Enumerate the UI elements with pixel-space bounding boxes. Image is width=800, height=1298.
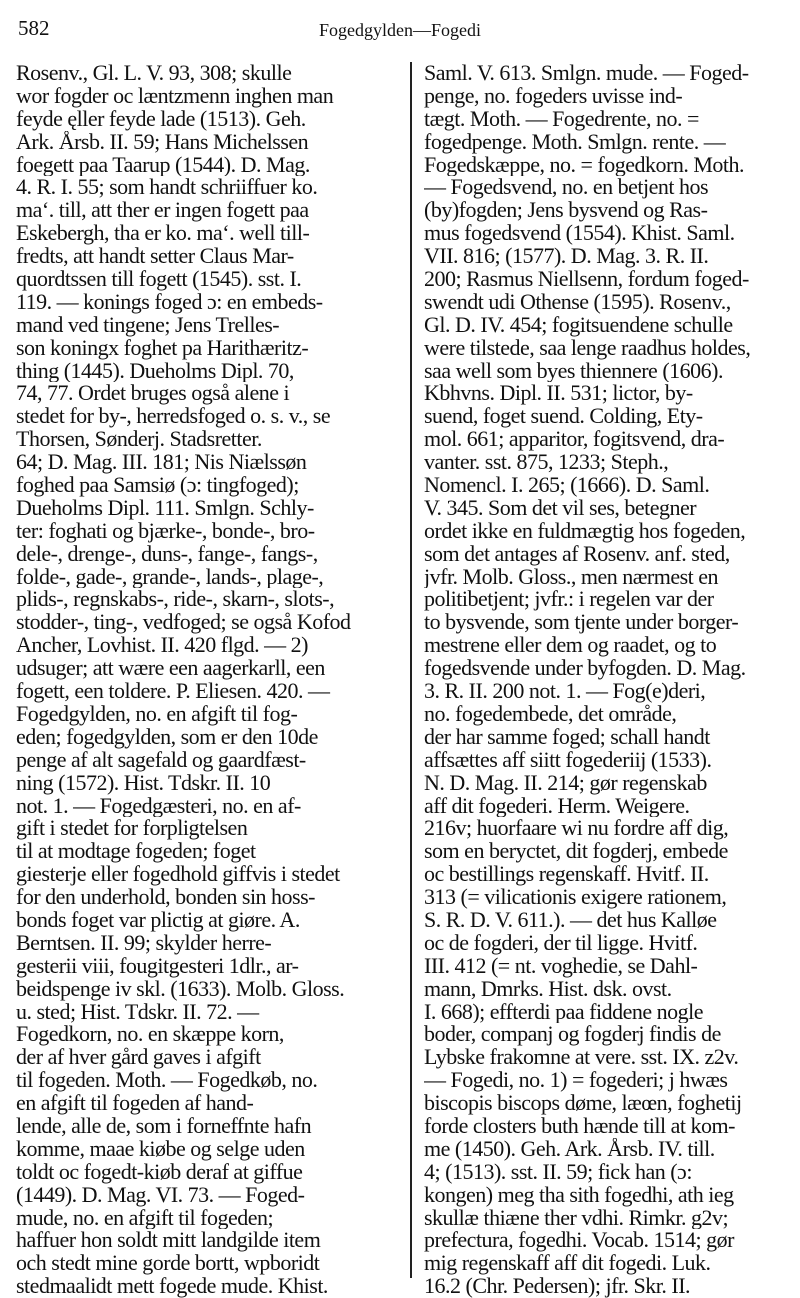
text-line: affsættes aff siitt fogederiij (1533). (424, 748, 712, 772)
text-line: aff dit fogederi. Herm. Weigere. (424, 794, 690, 818)
text-line: quordtssen till fogett (1545). sst. I. (16, 268, 302, 291)
text-line: V. 345. Som det vil ses, betegner (424, 496, 697, 520)
text-line: jvfr. Molb. Gloss., men nærmest en (424, 565, 719, 589)
text-line: Dueholms Dipl. 111. Smlgn. Schly- (16, 496, 314, 520)
text-line: 119. — konings foged ɔ: en embeds- (16, 290, 323, 314)
text-line: mestrene eller dem og raadet, og to (424, 634, 717, 658)
text-line: for den underhold, bonden sin hoss- (16, 886, 316, 909)
text-line: 16.2 (Chr. Pedersen); jfr. Skr. II. (424, 1275, 691, 1298)
text-line: oc de fogderi, der til ligge. Hvitf. (424, 931, 698, 955)
text-line: toldt oc fogedt-kiøb deraf at giffue (16, 1160, 303, 1184)
text-line: stedmaalidt mett fogede mude. Khist. (16, 1275, 328, 1298)
text-line: 74, 77. Ordet bruges også alene i (16, 382, 290, 406)
text-line: (1449). D. Mag. VI. 73. — Foged- (16, 1183, 305, 1207)
text-line: biscopis biscops døme, læœn, foghetij (424, 1092, 742, 1115)
text-line: suend, foget suend. Colding, Ety- (424, 405, 703, 429)
text-line: giesterje eller fogedhold giffvis i stedet (16, 863, 340, 887)
text-line: — Fogedsvend, no. en betjent hos (424, 176, 709, 200)
text-line: eden; fogedgylden, som er den 10de (16, 725, 318, 749)
text-line: lende, alle de, som i forneffnte hafn (16, 1114, 312, 1138)
text-line: oc bestillings regenskaff. Hvitf. II. (424, 863, 709, 887)
text-line: I. 668); effterdi paa fiddene nogle (424, 1000, 703, 1024)
text-line: (by)fogden; Jens bysvend og Ras- (424, 199, 708, 223)
text-line: som en beryctet, dit fogderj, embede (424, 840, 728, 864)
text-line: til at modtage fogeden; foget (16, 840, 256, 864)
text-line: forde closters buth hænde till at kom- (424, 1114, 735, 1138)
text-line: Kbhvns. Dipl. II. 531; lictor, by- (424, 382, 693, 406)
text-line: fredts, att handt setter Claus Mar- (16, 245, 294, 269)
text-line: Ancher, Lovhist. II. 420 flgd. — 2) (16, 634, 309, 658)
text-line: 4; (1513). sst. II. 59; fick han (ɔ: (424, 1160, 692, 1184)
text-line: no. fogedembede, det område, (424, 702, 677, 726)
text-line: ning (1572). Hist. Tdskr. II. 10 (16, 771, 271, 795)
text-line: til fogeden. Moth. — Fogedkøb, no. (16, 1069, 318, 1093)
text-line: Saml. V. 613. Smlgn. mude. — Foged- (424, 62, 749, 85)
text-line: wor fogder oc læntzmenn inghen man (16, 84, 334, 108)
text-line: saa well som byes thiennere (1606). (424, 359, 723, 383)
text-line: 64; D. Mag. III. 181; Nis Niælssøn (16, 451, 307, 475)
text-line: mann, Dmrks. Hist. dsk. ovst. (424, 977, 672, 1001)
left-column (16, 62, 408, 1298)
text-line: 3. R. II. 200 not. 1. — Fog(e)deri, (424, 680, 706, 703)
page-header (0, 6, 800, 46)
text-line: folde-, gade-, grande-, lands-, plage-, (16, 565, 324, 589)
text-line: kongen) meg tha sith fogedhi, ath ieg (424, 1183, 734, 1207)
text-line: Rosenv., Gl. L. V. 93, 308; skulle (16, 62, 292, 85)
text-line: to bysvende, som tjente under borger- (424, 611, 739, 635)
text-line: Fogedgylden, no. en afgift til fog- (16, 702, 298, 726)
text-line: penge af alt sagefald og gaardfæst- (16, 748, 306, 772)
text-line: bonds foget var plictig at giøre. A. (16, 908, 300, 932)
text-line: tægt. Moth. — Fogedrente, no. = (424, 107, 699, 131)
text-line: 4. R. I. 55; som handt schriiffuer ko. (16, 176, 318, 200)
text-line: dele-, drenge-, duns-, fange-, fangs-, (16, 542, 318, 566)
text-line: gift i stedet for forpligtelsen (16, 817, 248, 841)
text-line: mand ved tingene; Jens Trelles- (16, 313, 280, 337)
text-line: udsuger; att wære een aagerkarll, een (16, 657, 325, 681)
right-column (424, 62, 800, 1298)
text-line: 313 (= vilicationis exigere rationem, (424, 886, 727, 909)
text-line: mude, no. en afgift til fogeden; (16, 1206, 274, 1230)
text-line: — Fogedi, no. 1) = fogederi; j hwæs (424, 1069, 728, 1093)
text-line: der af hver gård gaves i afgift (16, 1046, 261, 1070)
text-line: Thorsen, Sønderj. Stadsretter. (16, 428, 262, 452)
text-line: III. 412 (= nt. voghedie, se Dahl- (424, 954, 698, 978)
text-line: N. D. Mag. II. 214; gør regenskab (424, 771, 707, 795)
text-line: mol. 661; apparitor, fogitsvend, dra- (424, 428, 725, 452)
text-line: Fogedkorn, no. en skæppe korn, (16, 1023, 284, 1047)
text-line: haffuer hon soldt mitt landgilde item (16, 1229, 321, 1253)
text-line: fogedpenge. Moth. Smlgn. rente. — (424, 130, 726, 154)
page-number: 582 (18, 16, 50, 40)
column-divider (410, 62, 412, 1278)
running-head: Fogedgylden—Fogedi (319, 20, 481, 40)
text-line: mig regenskaff aff dit fogedi. Luk. (424, 1252, 711, 1276)
text-line: Lybske frakomne at vere. sst. IX. z2v. (424, 1046, 739, 1070)
text-line: me (1450). Geh. Ark. Årsb. IV. till. (424, 1137, 715, 1161)
text-line: stodder-, ting-, vedfoged; se også Kofod (16, 611, 351, 635)
text-line: vanter. sst. 875, 1233; Steph., (424, 451, 669, 475)
text-line: not. 1. — Fogedgæsteri, no. en af- (16, 794, 301, 818)
text-line: 200; Rasmus Niellsenn, fordum foged- (424, 268, 749, 291)
text-line: prefectura, fogedhi. Vocab. 1514; gør (424, 1229, 734, 1253)
text-line: boder, companj og fogderj findis de (424, 1023, 721, 1047)
text-line: ordet ikke en fuldmægtig hos fogeden, (424, 519, 746, 543)
text-line: en afgift til fogeden af hand- (16, 1092, 254, 1115)
text-line: gesterii viii, fougitgesteri 1dlr., ar- (16, 954, 299, 978)
text-line: Nomencl. I. 265; (1666). D. Saml. (424, 474, 710, 497)
text-line: u. sted; Hist. Tdskr. II. 72. — (16, 1000, 259, 1024)
text-line: swendt udi Othense (1595). Rosenv., (424, 290, 731, 314)
text-line: stedet for by-, herredsfoged o. s. v., se (16, 405, 331, 429)
text-line: politibetjent; jvfr.: i regelen var der (424, 588, 714, 612)
text-line: beidspenge iv skl. (1633). Molb. Gloss. (16, 977, 345, 1001)
text-line: foghed paa Samsiø (ɔ: tingfoged); (16, 474, 299, 497)
text-line: foegett paa Taarup (1544). D. Mag. (16, 153, 310, 177)
text-line: Berntsen. II. 99; skylder herre- (16, 931, 272, 955)
text-line: skullæ thiæne ther vdhi. Rimkr. g2v; (424, 1206, 729, 1230)
text-line: penge, no. fogeders uvisse ind- (424, 84, 683, 108)
text-line: 216v; huorfaare wi nu fordre aff dig, (424, 817, 729, 841)
text-line: och stedt mine gorde bortt, wpboridt (16, 1252, 320, 1276)
text-line: VII. 816; (1577). D. Mag. 3. R. II. (424, 245, 709, 269)
text-line: ter: foghati og bjærke-, bonde-, bro- (16, 519, 315, 543)
text-line: Eskebergh, tha er ko. ma‘. well till- (16, 222, 310, 246)
text-line: der har samme foged; schall handt (424, 725, 710, 749)
text-line: son koningx foghet pa Harithæritz- (16, 336, 309, 360)
text-line: thing (1445). Dueholms Dipl. 70, (16, 359, 294, 383)
text-line: fogedsvende under byfogden. D. Mag. (424, 657, 746, 681)
text-line: Fogedskæppe, no. = fogedkorn. Moth. (424, 153, 744, 177)
text-line: Ark. Årsb. II. 59; Hans Michelssen (16, 130, 309, 154)
text-line: S. R. D. V. 611.). — det hus Kalløe (424, 908, 717, 932)
text-line: komme, maae kiøbe og selge uden (16, 1137, 305, 1161)
text-line: fogett, een toldere. P. Eliesen. 420. — (16, 680, 330, 703)
text-line: Gl. D. IV. 454; fogitsuendene schulle (424, 313, 733, 337)
text-line: som det antages af Rosenv. anf. sted, (424, 542, 730, 566)
text-line: ma‘. till, att ther er ingen fogett paa (16, 199, 309, 223)
text-line: were tilstede, saa lenge raadhus holdes, (424, 336, 751, 360)
text-line: feyde ęller feyde lade (1513). Geh. (16, 107, 306, 131)
text-line: plids-, regnskabs-, ride-, skarn-, slots-, (16, 588, 335, 612)
text-line: mus fogedsvend (1554). Khist. Saml. (424, 222, 735, 246)
